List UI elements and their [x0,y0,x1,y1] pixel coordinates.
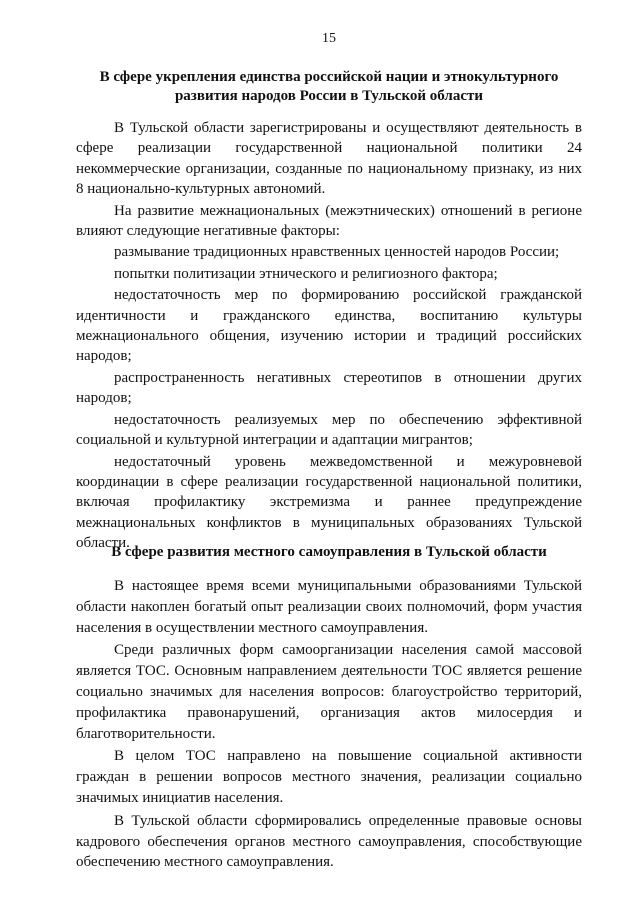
list-item: размывание традиционных нравственных ценностей народов России; [114,244,560,261]
paragraph: На развитие межнациональных (межэтнических) отношений в регионе влияют следующие негативные факторы: [76,202,582,240]
paragraph: В настоящее время всеми муниципальными образованиями Тульской области накоплен богатый опыт реализации своих полномочий, форм участия населения в осуществлении местного самоуправления. [76,578,582,636]
section-ethnocultural-body [76,118,582,555]
list-item: недостаточный уровень межведомственной и межуровневой координации в сфере реализации государственной национальной политики, включая профилактику экстремизма и раннее предупреждение межнациональных конфликтов в муниципальных образованиях Тульской области. [76,453,582,552]
list-item: попытки политизации этнического и религиозного фактора; [114,265,498,282]
paragraph: В целом ТОС направлено на повышение социальной активности граждан в решении вопросов местного значения, реализации социально значимых инициатив населения. [76,748,582,806]
paragraph: В Тульской области зарегистрированы и осуществляют деятельность в сфере реализации государственной национальной политики 24 некоммерческие организации, созданные по национальному признаку, из них 8 национально-культурных автономий. [76,120,582,198]
list-item: распространенность негативных стереотипов в отношении других народов; [76,369,582,407]
section-local-government-body [76,576,582,875]
paragraph: Среди различных форм самоорганизации населения самой массовой является ТОС. Основным направлением деятельности ТОС является решение социально значимых для населения вопросов: благоустройство территорий, профилактика правонарушений, организация актов милосердия и благотворительности. [76,642,582,742]
section-heading-ethnocultural: В сфере укрепления единства российской нации и этнокультурного развития народов России в Тульской области [99,69,559,104]
paragraph: В Тульской области сформировались определенные правовые основы кадрового обеспечения органов местного самоуправления, способствующие обеспечению местного самоуправления. [76,812,582,871]
list-item: недостаточность реализуемых мер по обеспечению эффективной социальной и культурной интеграции и адаптации мигрантов; [76,411,582,449]
page-number: 15 [322,31,336,46]
list-item: недостаточность мер по формированию российской гражданской идентичности и гражданского единства, воспитанию культуры межнационального общения, изучению истории и традиций российских народов; [76,287,582,365]
section-heading-local-government: В сфере развития местного самоуправления в Тульской области [111,544,547,560]
